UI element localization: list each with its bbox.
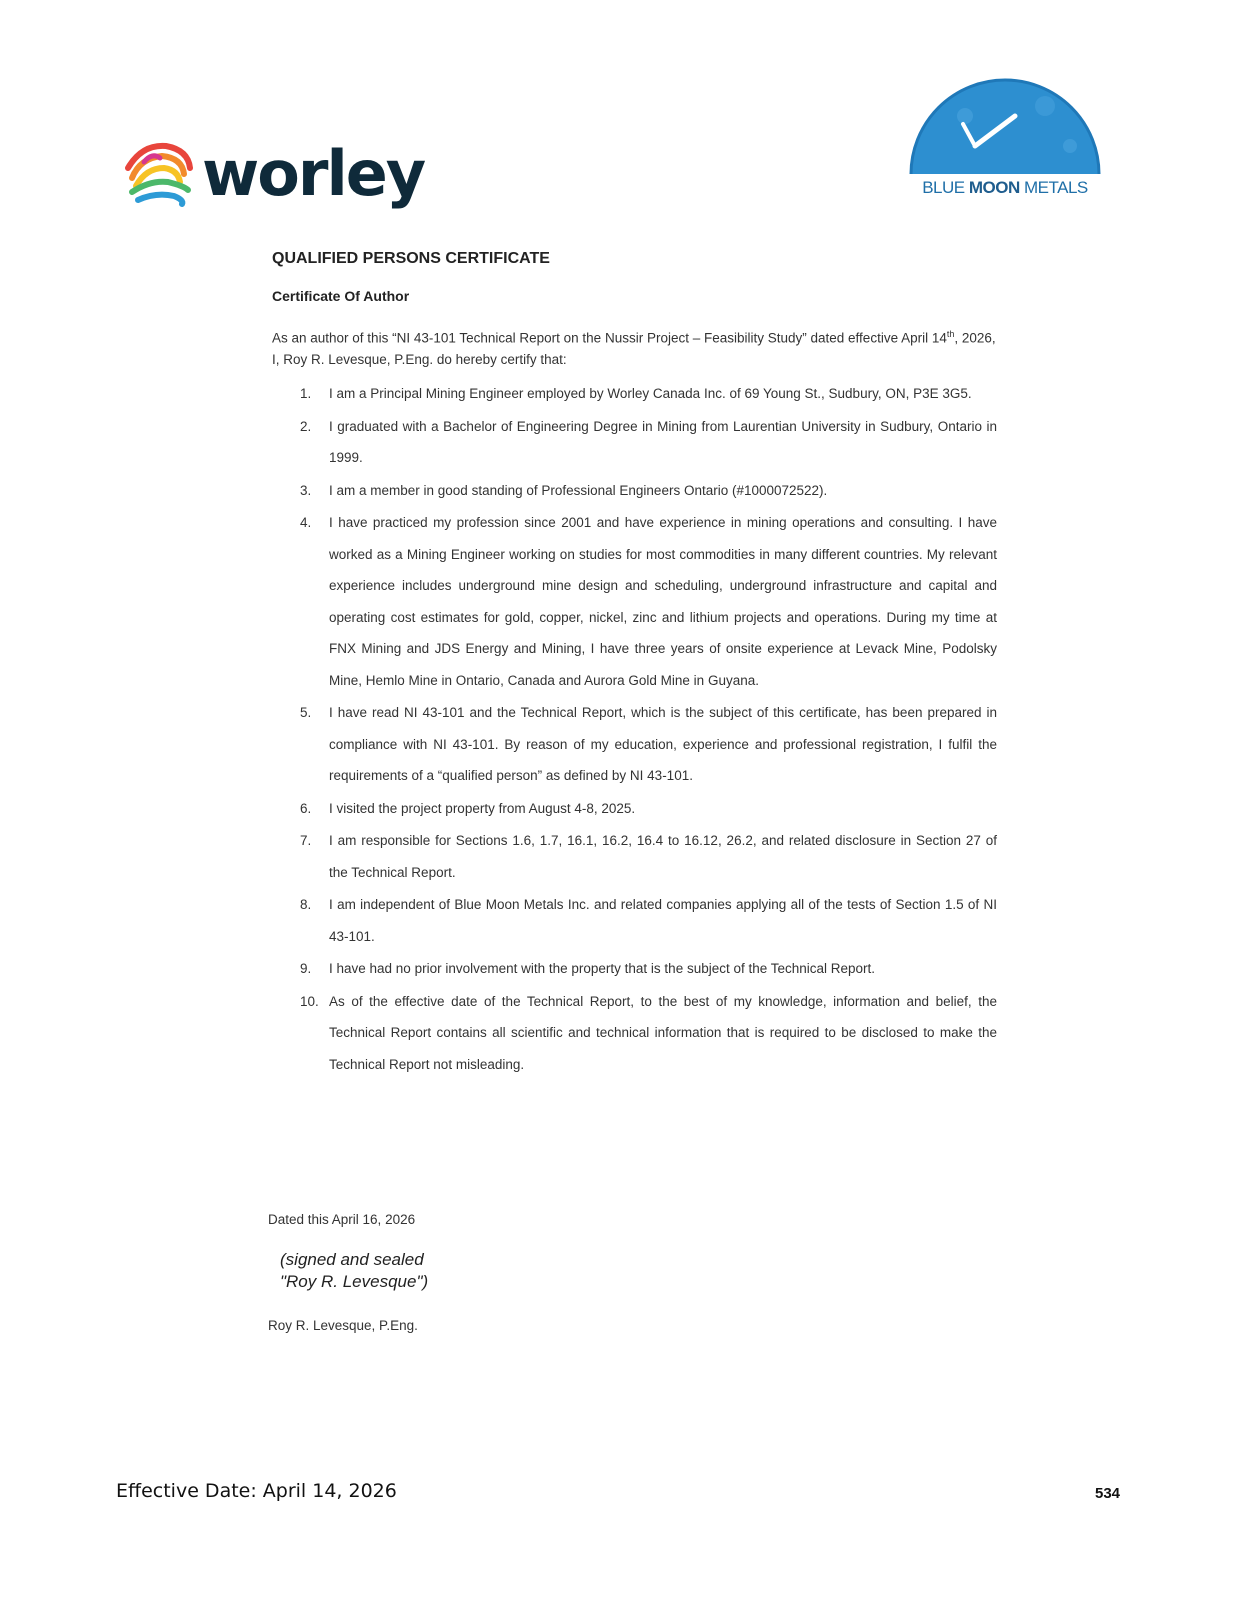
list-item-number: 8. <box>300 897 312 912</box>
intro-sup: th <box>946 329 955 339</box>
list-item <box>300 825 997 888</box>
page-number: 534 <box>1095 1485 1121 1502</box>
list-item <box>300 953 997 985</box>
signature-block <box>280 1249 428 1293</box>
list-item <box>300 697 997 792</box>
dated-line: Dated this April 16, 2026 <box>268 1212 416 1227</box>
worley-wordmark: worley <box>202 137 425 210</box>
blue-moon-metals-logo <box>905 76 1105 206</box>
list-item <box>300 507 997 696</box>
list-item <box>300 411 997 474</box>
list-item-text: I graduated with a Bachelor of Engineering Degree in Mining from Laurentian University in Sudbury, Ontario in 1999. <box>329 418 997 465</box>
intro-text-1: As an author of this “NI 43-101 Technical Report on the Nussir Project – Feasibility Study” dated effective April 14 <box>272 330 947 346</box>
list-item-text: As of the effective date of the Technical Report, to the best of my knowledge, information and belief, the Technical Report contains all scientific and technical information that is required to be disclosed to make the Technical Report not misleading. <box>329 993 997 1072</box>
list-item-number: 9. <box>300 961 312 976</box>
list-item-text: I am a member in good standing of Professional Engineers Ontario (#1000072522). <box>329 482 828 498</box>
footer-effective-date: Effective Date: April 14, 2026 <box>116 1480 397 1502</box>
list-item-text: I have read NI 43-101 and the Technical Report, which is the subject of this certificate, has been prepared in compliance with NI 43-101. By reason of my education, experience and professional registration, I fulfil the requirements of a “qualified person” as defined by NI 43-101. <box>329 705 997 783</box>
intro-paragraph <box>272 324 997 370</box>
certification-list <box>300 378 997 1081</box>
page-subtitle: Certificate Of Author <box>272 288 410 304</box>
list-item <box>300 793 997 825</box>
list-item-text: I visited the project property from August 4-8, 2025. <box>329 800 636 816</box>
list-item <box>300 986 997 1081</box>
list-item <box>300 889 997 952</box>
list-item <box>300 475 997 507</box>
page-title: QUALIFIED PERSONS CERTIFICATE <box>272 250 550 267</box>
list-item-number: 2. <box>300 418 312 434</box>
list-item-number: 7. <box>300 833 312 848</box>
signature-line-1: (signed and sealed <box>280 1250 424 1269</box>
list-item-number: 5. <box>300 705 312 720</box>
list-item-number: 6. <box>300 800 312 816</box>
list-item-text: I am independent of Blue Moon Metals Inc. and related companies applying all of the tests of Section 1.5 of NI 43-101. <box>329 897 997 944</box>
worley-swirl-icon <box>122 138 196 212</box>
list-item-number: 4. <box>300 515 312 530</box>
list-item-number: 1. <box>300 386 312 401</box>
logo-word-blue: BLUE <box>922 178 965 197</box>
list-item-text: I am a Principal Mining Engineer employed by Worley Canada Inc. of 69 Young St., Sudbury, ON, P3E 3G5. <box>329 386 972 401</box>
signer-name: Roy R. Levesque, P.Eng. <box>268 1318 418 1333</box>
list-item-number: 3. <box>300 482 312 498</box>
list-item-text: I have practiced my profession since 2001 and have experience in mining operations and consulting. I have worked as a Mining Engineer working on studies for most commodities in many different countries. My relevant experience includes underground mine design and scheduling, underground infrastructure and capital and operating cost estimates for gold, copper, nickel, zinc and lithium projects and operations. During my time at FNX Mining and JDS Energy and Mining, I have three years of onsite experience at Levack Mine, Podolsky Mine, Hemlo Mine in Ontario, Canada and Aurora Gold Mine in Guyana. <box>329 515 997 688</box>
signature-line-2: "Roy R. Levesque") <box>280 1272 429 1291</box>
list-item <box>300 378 997 410</box>
list-item-text: I am responsible for Sections 1.6, 1.7, 16.1, 16.2, 16.4 to 16.12, 26.2, and related disclosure in Section 27 of the Technical Report. <box>329 833 997 880</box>
logo-word-moon: MOON <box>968 178 1020 197</box>
intro-text-2: , 2026, I, Roy R. Levesque, P.Eng. do hereby certify that: <box>272 330 996 367</box>
moon-clock-icon <box>905 76 1105 176</box>
worley-logo <box>122 130 442 220</box>
list-item-number: 10. <box>300 993 319 1009</box>
list-item-text: I have had no prior involvement with the property that is the subject of the Technical Report. <box>329 961 876 976</box>
logo-word-metals: METALS <box>1024 178 1088 197</box>
